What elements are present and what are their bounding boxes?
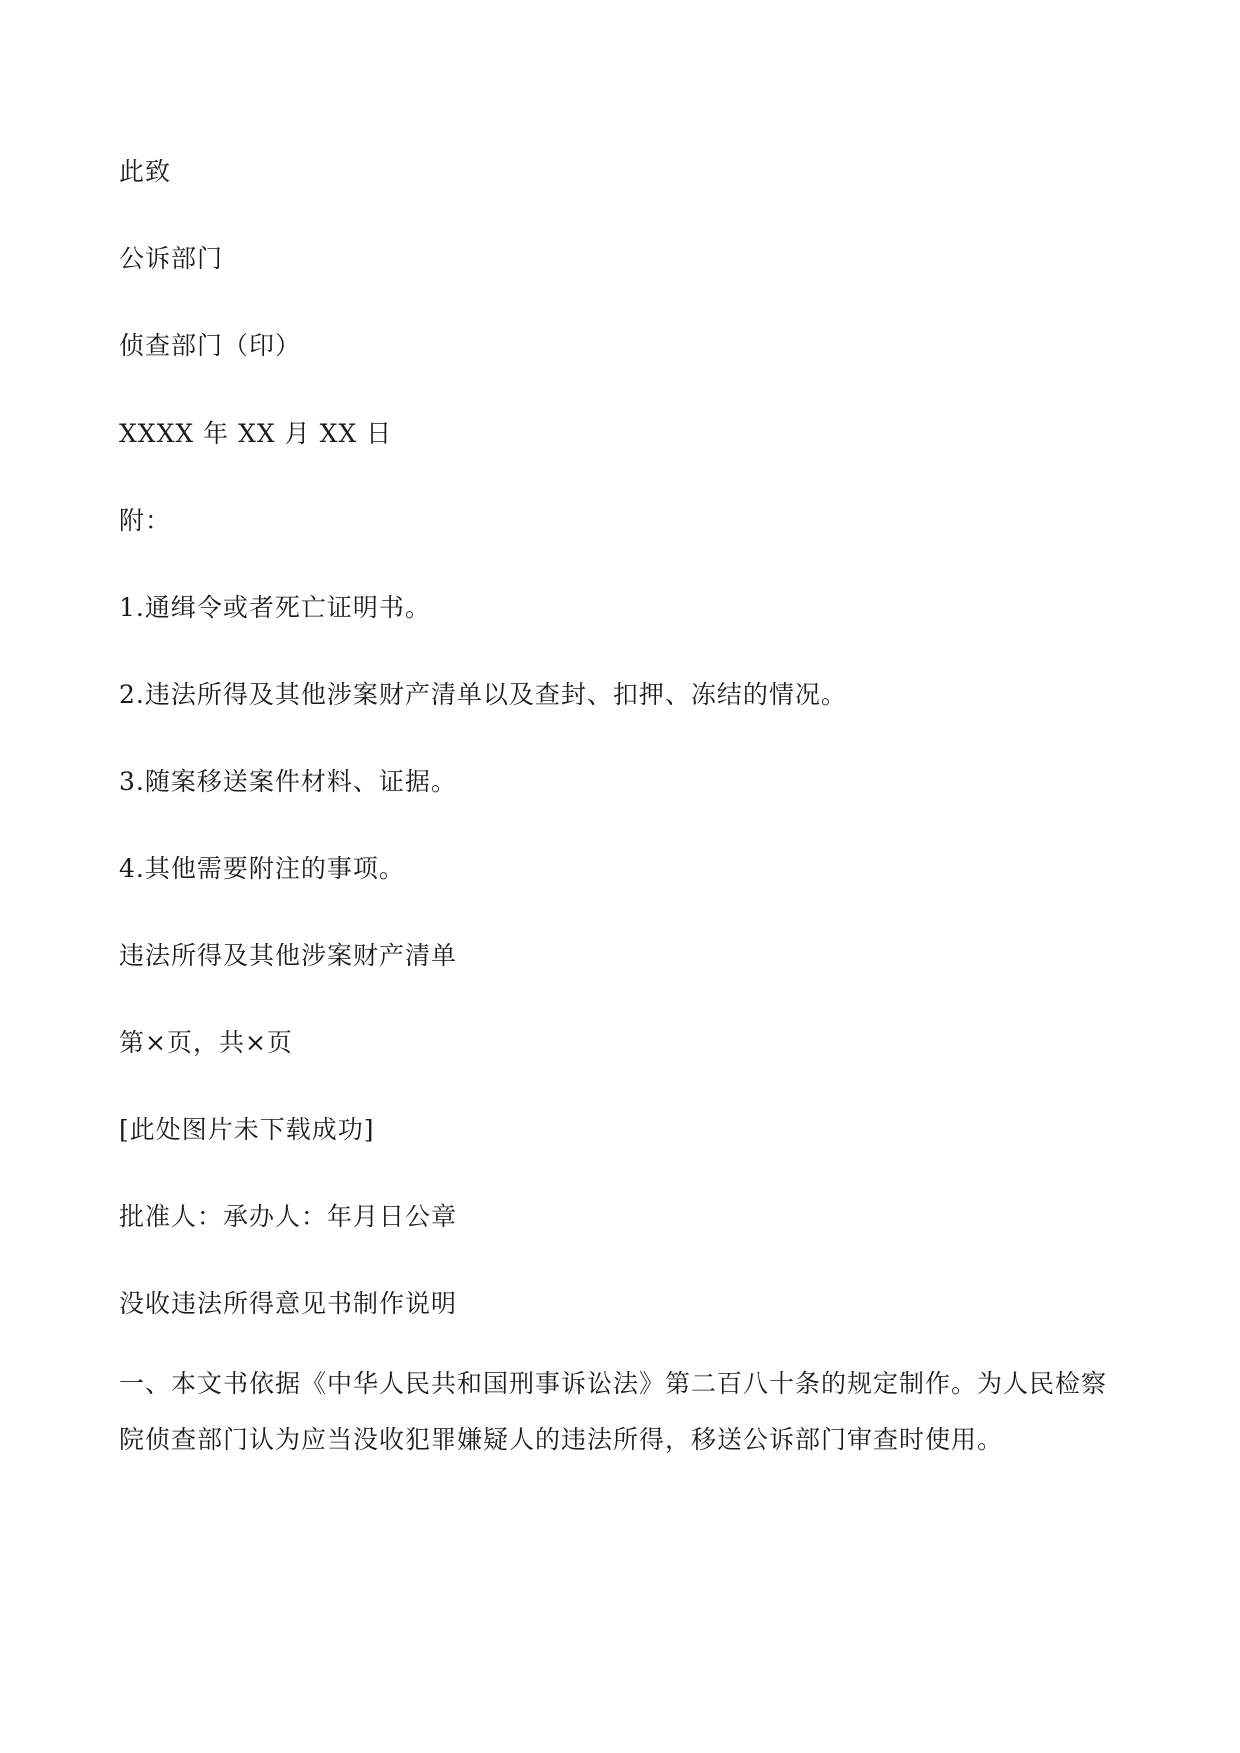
inventory-title: 违法所得及其他涉案财产清单 (119, 941, 458, 970)
attachments-heading: 附： (119, 506, 172, 535)
recipient-department: 公诉部门 (119, 244, 224, 273)
attachment-item: 3.随案移送案件材料、证据。 (119, 767, 457, 796)
instructions-paragraph: 一、本文书依据《中华人民共和国刑事诉讼法》第二百八十条的规定制作。为人民检察院侦查部门认为应当没收犯罪嫌疑人的违法所得，移送公诉部门审查时使用。 (119, 1369, 1108, 1454)
attachment-item: 2.违法所得及其他涉案财产清单以及查封、扣押、冻结的情况。 (119, 680, 847, 709)
instructions-title: 没收违法所得意见书制作说明 (119, 1289, 458, 1318)
attachment-item: 1.通缉令或者死亡证明书。 (119, 593, 431, 622)
signature-line: 批准人：承办人：年月日公章 (119, 1202, 458, 1231)
sender-department: 侦查部门（印） (119, 331, 302, 360)
page-indicator: 第×页，共×页 (119, 1028, 293, 1057)
attachment-item: 4.其他需要附注的事项。 (119, 854, 405, 883)
document-date: XXXX 年 XX 月 XX 日 (119, 419, 393, 448)
closing-salutation: 此致 (119, 157, 172, 186)
image-placeholder: [此处图片未下载成功] (119, 1115, 375, 1144)
